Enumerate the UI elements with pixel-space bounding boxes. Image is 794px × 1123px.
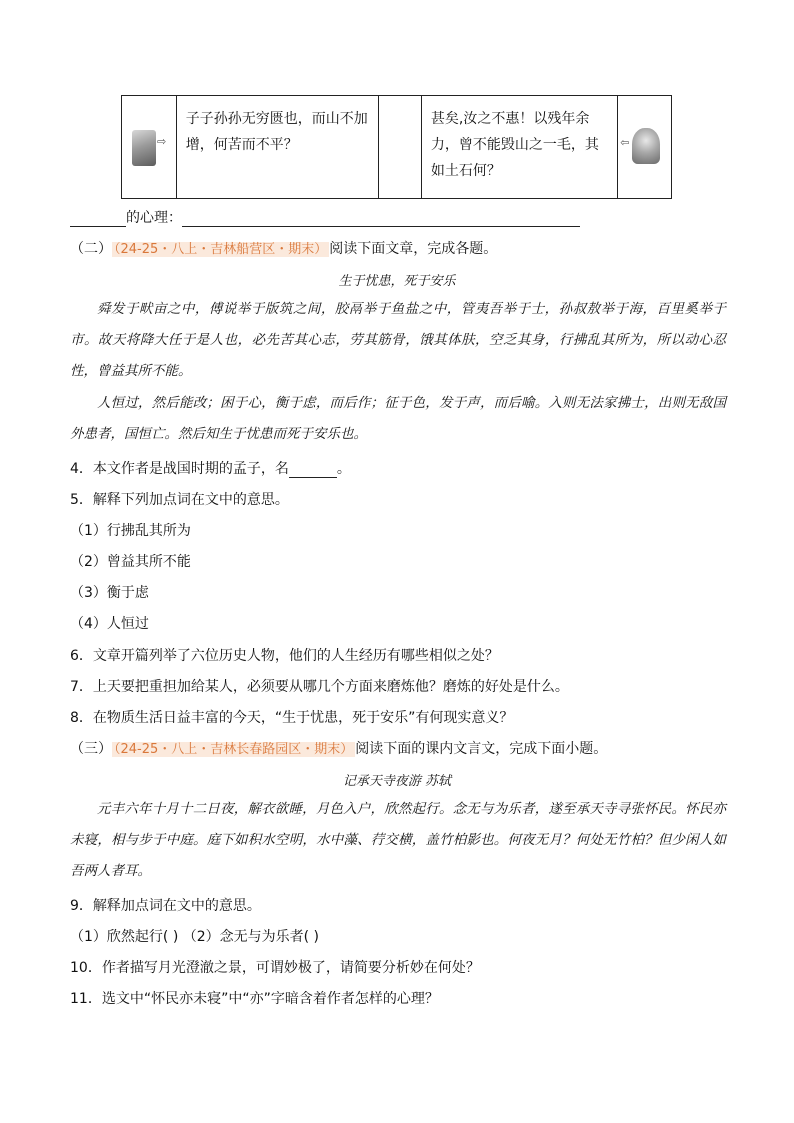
right-figure-cell — [618, 96, 671, 198]
left-speech-cell — [177, 96, 379, 198]
name-blank[interactable] — [70, 226, 126, 227]
section3-num: （三） — [70, 741, 112, 757]
question-4 — [70, 458, 351, 478]
question-11: 11．选文中“怀民亦未寝”中“亦”字暗含着作者怎样的心理？ — [70, 991, 439, 1007]
section3-title: 记承天寺夜游 苏轼 — [342, 774, 452, 789]
q5-item-4: （4）人恒过 — [70, 616, 149, 632]
q4-text: 4．本文作者是战国时期的孟子，名 — [70, 461, 289, 477]
left-speech-text: 子子孙孙无穷匮也，而山不加增，何苦而不平？ — [185, 111, 368, 153]
yugong-figure-icon — [132, 130, 156, 166]
question-8: 8．在物质生活日益丰富的今天，“生于忧患，死于安乐”有何现实意义？ — [70, 710, 514, 726]
section2-para1: 舜发于畎亩之中，傅说举于版筑之间，胶鬲举于鱼盐之中，管夷吾举于士，孙叔敖举于海，百里奚举于市。故天将降大任于是人也，必先苦其心志，劳其筋骨，饿其体肤，空乏其身，行拂乱其所为，所以动心忍性，曾益其所不能。 — [70, 301, 726, 379]
question-7: 7．上天要把重担加给某人，必须要从哪几个方面来磨炼他？磨炼的好处是什么。 — [70, 679, 569, 695]
section3-heading — [70, 738, 607, 758]
right-speech-text: 甚矣,汝之不惠！以残年余力，曾不能毁山之一毛，其如土石何？ — [430, 111, 599, 179]
right-arrow-icon: ⇨ — [157, 135, 167, 148]
question-5: 5．解释下列加点词在文中的意思。 — [70, 492, 289, 508]
mind-line — [70, 207, 580, 227]
section2-num: （二） — [70, 241, 112, 257]
q4-suffix: 。 — [336, 461, 351, 477]
q5-item-1: （1）行拂乱其所为 — [70, 523, 191, 539]
section2-instruction: 阅读下面文章，完成各题。 — [329, 241, 498, 257]
answer-blank-cell[interactable] — [379, 96, 422, 198]
left-arrow-icon: ⇦ — [620, 136, 630, 149]
q5-item-2: （2）曾益其所不能 — [70, 554, 191, 570]
left-figure-cell — [122, 96, 177, 198]
right-speech-cell — [422, 96, 618, 198]
mind-answer-blank[interactable] — [182, 226, 580, 227]
section2-para2: 人恒过，然后能改；困于心，衡于虑，而后作；征于色，发于声，而后喻。入则无法家拂士，出则无敌国外患者，国恒亡。然后知生于忧患而死于安乐也。 — [70, 395, 726, 442]
question-6: 6．文章开篇列举了六位历史人物，他们的人生经历有哪些相似之处？ — [70, 648, 499, 664]
zhisou-figure-icon — [632, 128, 660, 164]
mind-suffix: 的心理： — [126, 210, 182, 226]
section2-source: （24-25・八上・吉林船营区・期末） — [114, 242, 328, 257]
section2-heading — [70, 238, 497, 258]
section3-instruction: 阅读下面的课内文言文，完成下面小题。 — [355, 741, 608, 757]
q9-items: （1）欣然起行( ) （2）念无与为乐者( ) — [70, 929, 320, 945]
section3-source: （24-25・八上・吉林长春路园区・期末） — [114, 742, 354, 757]
q5-item-3: （3）衡于虑 — [70, 585, 149, 601]
question-10: 10．作者描写月光澄澈之景，可谓妙极了，请简要分析妙在何处？ — [70, 960, 480, 976]
section3-para: 元丰六年十月十二日夜，解衣欲睡，月色入户，欣然起行。念无与为乐者，遂至承天寺寻张怀民。怀民亦未寝，相与步于中庭。庭下如积水空明，水中藻、荇交横，盖竹柏影也。何夜无月？何处无竹柏？但少闲人如吾两人者耳。 — [70, 801, 726, 879]
question-9: 9．解释加点词在文中的意思。 — [70, 898, 261, 914]
section2-title: 生于忧患，死于安乐 — [338, 274, 456, 289]
q4-blank[interactable] — [289, 477, 337, 478]
dialogue-table — [121, 95, 672, 199]
